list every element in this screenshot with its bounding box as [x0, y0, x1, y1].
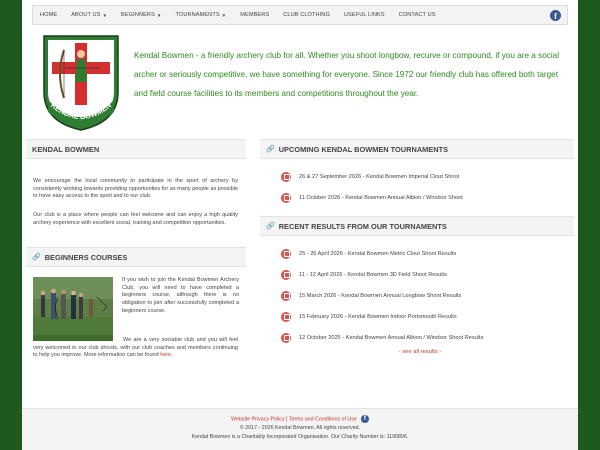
link-icon: 🔗	[266, 146, 275, 153]
list-item[interactable]	[270, 264, 570, 285]
beginners-text: We are a very sociable club and you will feel very welcomed in our club shoots, with our club coaches and members continuing to help you improve. More information can be found	[33, 337, 238, 359]
section-title-beginners	[26, 247, 246, 267]
nav-label: ABOUT US	[71, 12, 101, 18]
section-title-text: KENDAL BOWMEN	[32, 144, 100, 154]
club-tagline: Kendal Bowmen - a friendly archery club for all. Whether you shoot longbow, recurve or compound, if you are a social archer or seriously competitive, we have something for everyone. Since 1972 our friendly club has offered both target and field course facilities to its members and competitions throughout the year.	[134, 51, 560, 98]
beginners-paragraph-2	[33, 337, 238, 360]
link-icon: 🔗	[32, 254, 41, 261]
beginners-paragraph-1: If you wish to join the Kendal Bowmen Archery Club, you will need to have completed a beginners course, although there is no obligation to join after successfully completed a beginners course.	[122, 277, 239, 314]
event-text: 25 - 26 April 2026 - Kendal Bowmen Metric Clout Shoot Results	[299, 250, 457, 257]
archery-photo	[33, 277, 113, 341]
beginners-text-end: .	[171, 352, 173, 359]
section-title-results	[260, 216, 574, 236]
list-item[interactable]	[270, 187, 570, 208]
copyright: © 2017 - 2026 Kendal Bowmen. All rights reserved.	[239, 425, 361, 431]
facebook-icon[interactable]: f	[550, 10, 561, 21]
nav-tournaments[interactable]	[168, 6, 233, 24]
calendar-icon	[281, 249, 291, 259]
terms-link[interactable]: Terms and Conditions of Use	[288, 416, 357, 423]
nav-label: CLUB CLOTHING	[283, 12, 330, 18]
section-title-about	[26, 139, 246, 159]
link-icon: 🔗	[266, 223, 275, 230]
main-nav	[32, 5, 568, 25]
nav-label: CONTACT US	[398, 12, 436, 18]
nav-about-us[interactable]	[64, 6, 114, 24]
nav-label: HOME	[40, 12, 58, 18]
nav-members[interactable]	[233, 6, 276, 24]
footer-separator: |	[284, 416, 289, 423]
section-title-text: UPCOMING KENDAL BOWMEN TOURNAMENTS	[278, 144, 449, 154]
event-text: 15 March 2026 - Kendal Bowmen Annual Longbow Shoot Results	[299, 292, 462, 299]
caret-down-icon: ▼	[102, 12, 108, 18]
event-text: 11 October 2026 - Kendal Bowmen Annual Albion / Windsor Shoot	[299, 194, 463, 201]
club-crest-logo[interactable]	[42, 34, 120, 132]
nav-useful-links[interactable]	[337, 6, 392, 24]
caret-down-icon: ▼	[156, 12, 162, 18]
list-item[interactable]	[270, 306, 570, 327]
about-paragraph-2: Our club is a place where people can feel welcome and can enjoy a high quality archery experience with excellent social, training and competition opportunities.	[33, 212, 238, 226]
facebook-icon[interactable]: f	[361, 415, 369, 423]
calendar-icon	[281, 333, 291, 343]
list-item[interactable]	[270, 327, 570, 348]
event-text: 26 & 27 September 2026 - Kendal Bowmen Imperial Clout Shoot	[299, 173, 460, 180]
page	[22, 0, 578, 450]
calendar-icon	[281, 193, 291, 203]
list-item[interactable]	[270, 285, 570, 306]
caret-down-icon: ▼	[221, 12, 227, 18]
list-item[interactable]	[270, 166, 570, 187]
event-text: 15 February 2026 - Kendal Bowmen Indoor Portsmouth Results	[299, 313, 457, 320]
calendar-icon	[281, 172, 291, 182]
about-paragraph-1: We encourage the local community to participate in the sport of archery by consistently working towards providing opportunities for as many people as possible to have easy access to the sport and to our club.	[33, 178, 238, 200]
nav-label: BEGINNERS	[121, 12, 155, 18]
see-all-results-link[interactable]: - see all results -	[398, 349, 442, 355]
nav-contact-us[interactable]	[392, 6, 443, 24]
calendar-icon	[281, 291, 291, 301]
nav-beginners[interactable]	[114, 6, 168, 24]
nav-home[interactable]	[33, 6, 64, 24]
beginners-more-info-link[interactable]: here	[160, 352, 172, 359]
event-text: 12 October 2025 - Kendal Bowmen Annual Albion / Windsor Shoot Results	[299, 334, 484, 341]
section-title-text: BEGINNERS COURSES	[44, 252, 128, 262]
nav-club-clothing[interactable]	[276, 6, 337, 24]
results-list	[270, 243, 570, 348]
privacy-policy-link[interactable]: Website Privacy Policy	[231, 416, 285, 423]
section-title-text: RECENT RESULTS FROM OUR TOURNAMENTS	[278, 221, 447, 231]
calendar-icon	[281, 312, 291, 322]
nav-label: TOURNAMENTS	[175, 12, 220, 18]
nav-label: MEMBERS	[240, 12, 270, 18]
charity-notice: Kendal Bowmen is a Charitably Incorporated Organisation. Our Charity Number is: 1190896.	[191, 434, 409, 440]
nav-label: USEFUL LINKS	[343, 12, 385, 18]
event-text: 11 - 12 April 2026 - Kendal Bowmen 3D Field Shoot Results	[299, 271, 447, 278]
list-item[interactable]	[270, 243, 570, 264]
site-footer	[22, 408, 578, 450]
logo-text: KENDAL BOWMEN	[49, 100, 113, 122]
calendar-icon	[281, 270, 291, 280]
site-header	[22, 28, 578, 138]
footer-links	[22, 415, 578, 423]
upcoming-list	[270, 166, 570, 208]
section-title-upcoming	[260, 139, 574, 159]
